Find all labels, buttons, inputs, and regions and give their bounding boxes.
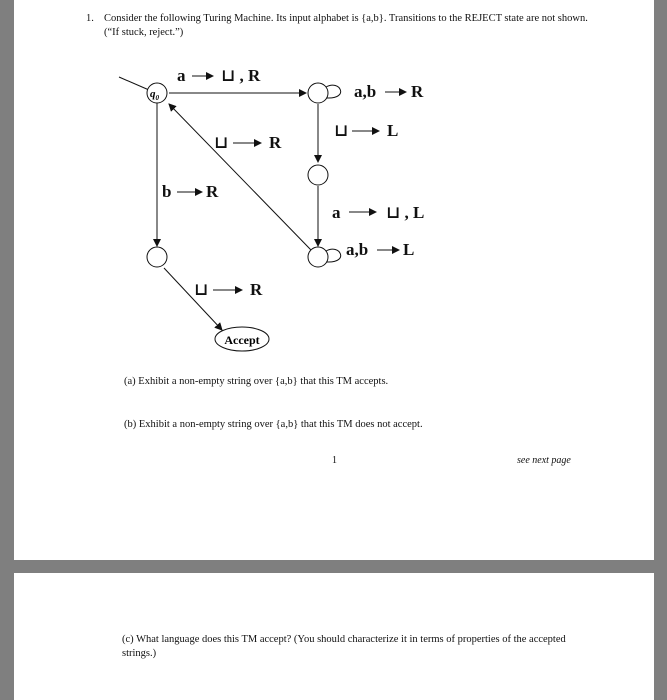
label-top-self-action: R: [411, 82, 424, 101]
label-bot-self-action: L: [403, 240, 415, 259]
page-number: 1: [332, 455, 337, 466]
edge-left-to-accept: [164, 268, 222, 330]
page-1: [14, 0, 654, 560]
label-mid-to-bot-symbols: a: [332, 203, 341, 222]
label-left-to-accept-action: R: [250, 280, 263, 299]
turing-machine-diagram: [14, 0, 654, 360]
label-bot-to-q0-symbols: ⊔: [214, 133, 229, 152]
page-2: [14, 573, 654, 700]
label-top-to-mid-symbols: ⊔: [334, 121, 349, 140]
label-q0-to-top-symbols: a: [177, 66, 186, 85]
label-bot-self-symbols: a,b: [346, 240, 369, 259]
label-bot-to-q0-action: R: [269, 133, 282, 152]
question-text: Consider the following Turing Machine. Its input alphabet is {a,b}. Transitions to the REJECT state are not shown. (“If stuck, reject.”): [104, 13, 588, 38]
question-number: 1.: [86, 13, 94, 24]
state-mid: [308, 165, 328, 185]
accept-state-label: Accept: [224, 333, 260, 347]
see-next-page: see next page: [517, 455, 571, 466]
label-mid-to-bot-action: ⊔ , L: [386, 203, 425, 222]
question-part-c: (c) What language does this TM accept? (You should characterize it in terms of properties of the accepted strings.): [122, 634, 566, 659]
state-left: [147, 247, 167, 267]
label-top-self-symbols: a,b: [354, 82, 377, 101]
label-top-to-mid-action: L: [387, 121, 399, 140]
question-part-a: (a) Exhibit a non-empty string over {a,b} that this TM accepts.: [124, 376, 389, 387]
label-left-to-accept-symbols: ⊔: [194, 280, 209, 299]
label-q0-to-top-action: ⊔ , R: [221, 66, 261, 85]
label-q0-to-left-symbols: b: [162, 182, 172, 201]
start-arrow: [119, 77, 149, 90]
state-q0-label: $q_0$: [150, 88, 159, 102]
edge-bot-to-q0: [169, 104, 311, 250]
question-part-b: (b) Exhibit a non-empty string over {a,b} that this TM does not accept.: [124, 419, 423, 430]
state-bot: [308, 247, 328, 267]
state-top: [308, 83, 328, 103]
label-q0-to-left-action: R: [206, 182, 219, 201]
